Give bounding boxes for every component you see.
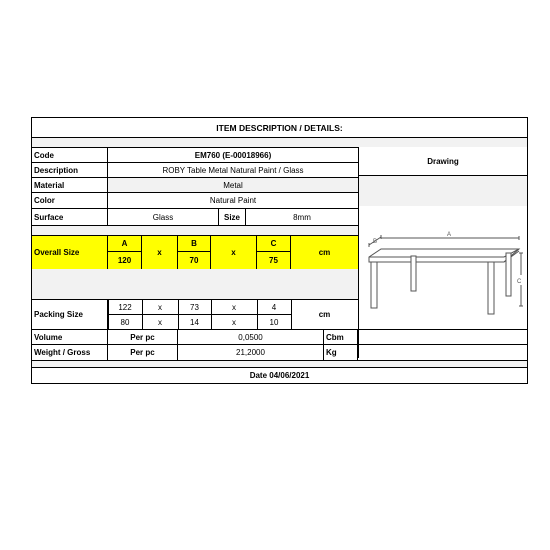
packing-value: 73 <box>190 302 199 312</box>
times-sign: x <box>232 317 236 327</box>
size-value: 8mm <box>293 212 311 222</box>
times-sign: x <box>211 236 257 269</box>
surface-label: Surface <box>32 209 108 225</box>
times-sign: x <box>142 236 178 269</box>
material-row <box>32 177 359 192</box>
dim-c-value: 75 <box>257 252 291 269</box>
volume-basis: Per pc <box>108 330 178 344</box>
times-sign: x <box>232 302 236 312</box>
packing-size-unit: cm <box>318 310 331 319</box>
dim-c-header: C <box>257 236 291 252</box>
overall-size-unit: cm <box>291 236 358 269</box>
description-value: ROBY Table Metal Natural Paint / Glass <box>162 165 304 175</box>
weight-label: Weight / Gross <box>32 345 108 360</box>
footer-date: Date 04/06/2021 <box>249 371 310 380</box>
overall-size-row <box>32 235 359 269</box>
dim-c-label: C <box>517 279 522 285</box>
spacer-row <box>32 138 527 147</box>
drawing-panel <box>358 147 527 358</box>
table-outline <box>369 235 523 314</box>
dim-b-value: 70 <box>178 252 211 269</box>
color-row <box>32 192 359 208</box>
dim-a-header: A <box>108 236 142 252</box>
footer-row <box>32 367 527 383</box>
weight-unit: Kg <box>324 345 358 360</box>
dim-b-label: B <box>373 239 378 245</box>
color-value: Natural Paint <box>209 196 257 205</box>
spacer-row <box>32 269 359 299</box>
table-drawing <box>359 207 527 337</box>
packing-grid-lines <box>108 300 358 330</box>
drawing-title: Drawing <box>359 147 527 176</box>
volume-unit: Cbm <box>324 330 358 344</box>
packing-value: 80 <box>120 317 130 327</box>
size-label: Size <box>219 209 246 225</box>
spacer-row <box>32 225 359 235</box>
volume-value: 0,0500 <box>178 330 324 344</box>
overall-size-label: Overall Size <box>32 236 108 269</box>
dim-a-value: 120 <box>108 252 142 269</box>
dim-a-label: A <box>447 232 452 238</box>
packing-value: 10 <box>269 317 279 327</box>
packing-value: 14 <box>190 317 199 327</box>
surface-row <box>32 208 359 225</box>
spacer-row <box>32 360 527 367</box>
weight-value: 21,2000 <box>178 345 324 360</box>
spec-sheet <box>31 117 528 384</box>
material-value: Metal <box>108 178 358 192</box>
code-row <box>32 147 359 162</box>
surface-value: Glass <box>108 209 219 225</box>
drawing-spacer <box>359 176 527 206</box>
title-row <box>32 118 527 138</box>
sheet-title: ITEM DESCRIPTION / DETAILS: <box>216 123 343 133</box>
times-sign: x <box>158 302 162 312</box>
packing-size-row <box>32 299 359 329</box>
times-sign: x <box>158 317 162 327</box>
dim-b-header: B <box>178 236 211 252</box>
volume-label: Volume <box>32 330 108 344</box>
material-label: Material <box>32 178 108 192</box>
code-value: EM760 (E-00018966) <box>194 150 272 160</box>
packing-size-label: Packing Size <box>32 300 108 329</box>
color-label: Color <box>32 193 108 208</box>
weight-basis: Per pc <box>108 345 178 360</box>
packing-value: 122 <box>118 302 132 312</box>
description-row <box>32 162 359 177</box>
packing-value: 4 <box>271 302 277 312</box>
description-label: Description <box>32 163 108 177</box>
code-label: Code <box>32 148 108 162</box>
